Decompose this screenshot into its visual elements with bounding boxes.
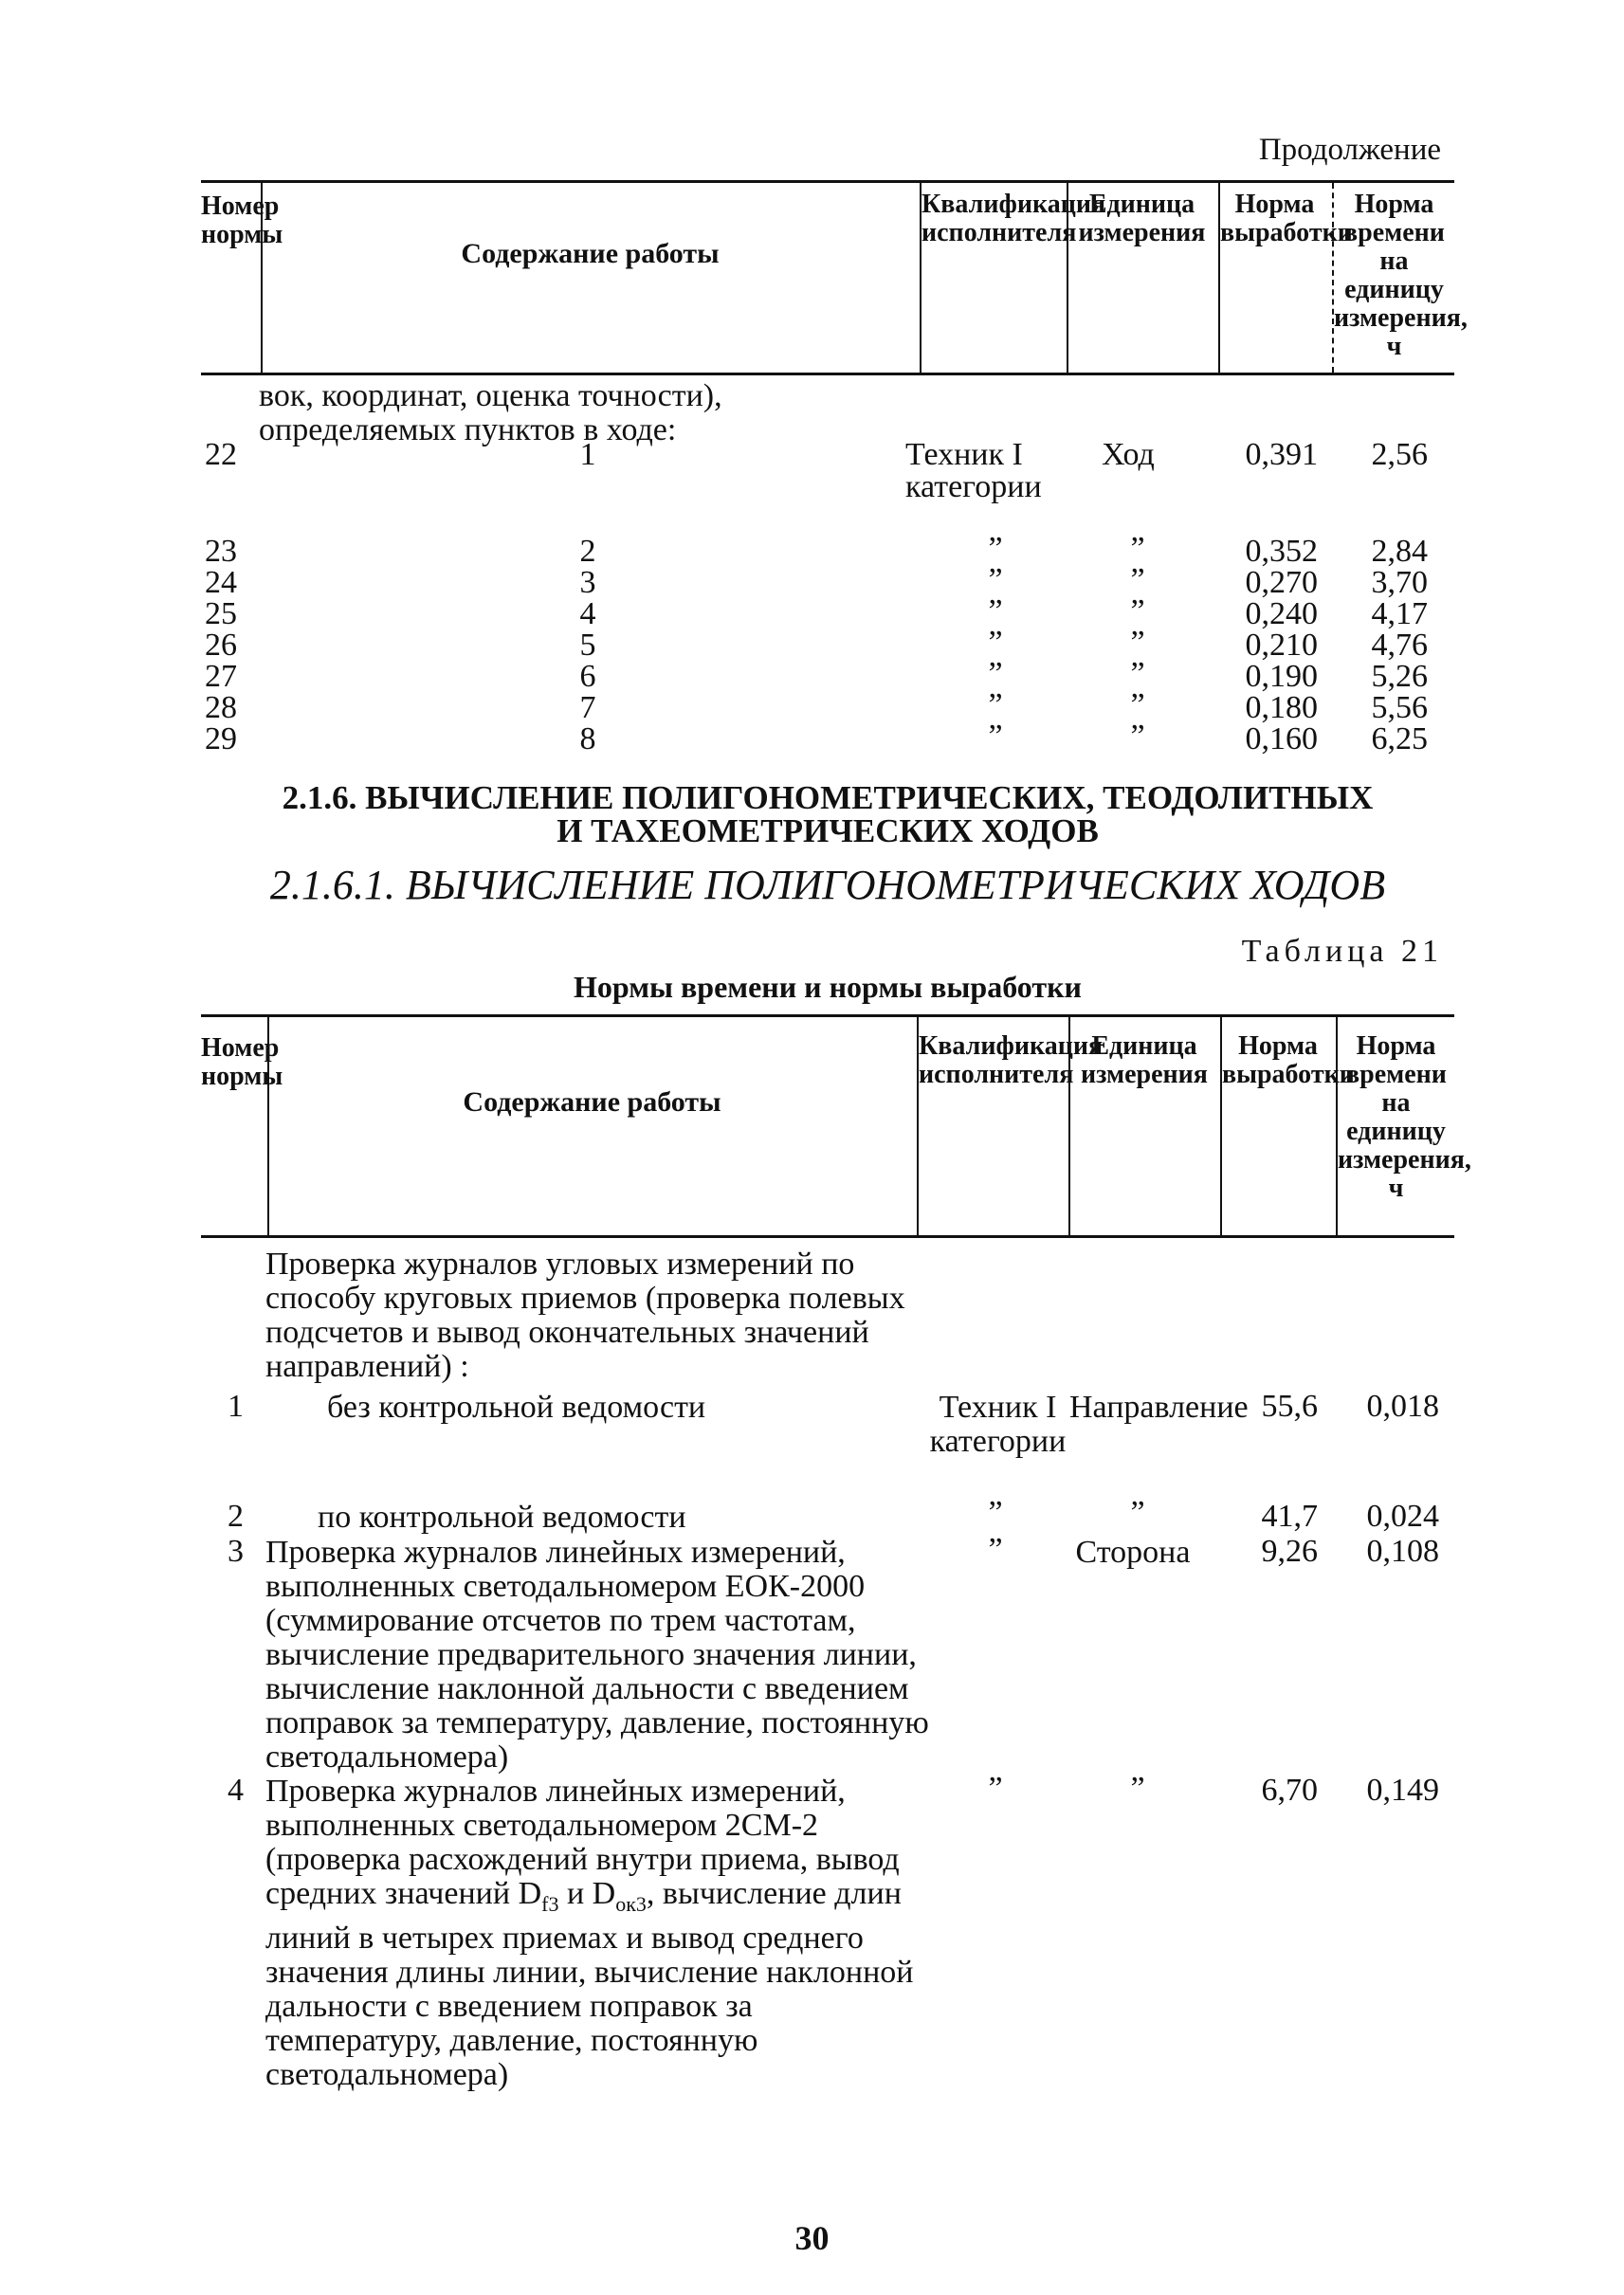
row-qualification: ” <box>988 531 1003 566</box>
row-unit: ” <box>1130 1495 1145 1530</box>
header-unit: Единица измерения <box>1081 1031 1208 1089</box>
row-time: 0,108 <box>1366 1534 1439 1569</box>
symbol-d-f3: $D_{f3}$ <box>518 1876 559 1916</box>
row-qualification: ” <box>988 1495 1003 1530</box>
row-content-part-a: Проверка журналов линейных измерений, выполненных светодальномером 2СМ-2 (проверка расхождений внутри приема, вывод средних значений <box>265 1774 900 1911</box>
bottom-table-intro: Проверка журналов угловых измерений по способу круговых приемов (проверка полевых подсчетов и вывод окончательных значений направлений) : <box>265 1247 905 1384</box>
row-content <box>265 1775 929 2092</box>
header-number: Номер нормы <box>201 191 283 249</box>
row-unit: ” <box>1130 687 1145 722</box>
row-qualification: ” <box>988 719 1003 754</box>
row-qualification: ” <box>988 593 1003 628</box>
row-time: 0,149 <box>1366 1773 1439 1808</box>
row-points: 2 <box>579 534 596 569</box>
section-title-line2: И ТАХЕОМЕТРИЧЕСКИХ ХОДОВ <box>557 812 1099 849</box>
row-number: 23 <box>205 534 237 569</box>
header-unit: Единица измерения <box>1078 190 1206 247</box>
bottom-table-header <box>201 1014 1471 1238</box>
row-points: 5 <box>579 628 596 663</box>
row-number: 1 <box>228 1389 244 1424</box>
row-output: 0,270 <box>1245 565 1318 600</box>
header-content: Содержание работы <box>461 238 720 269</box>
row-output: 55,6 <box>1261 1389 1318 1424</box>
row-number: 3 <box>228 1534 244 1569</box>
top-table-header <box>201 180 1468 375</box>
row-unit: Ход <box>1102 437 1155 472</box>
row-time: 3,70 <box>1371 565 1428 600</box>
header-qualification: Квалификация исполнителя <box>919 1031 1104 1089</box>
row-time: 2,56 <box>1371 437 1428 472</box>
row-points: 1 <box>579 437 596 472</box>
row-qualification: Техник I категории <box>929 1390 1067 1459</box>
row-unit: Сторона <box>1075 1535 1191 1570</box>
row-number: 26 <box>205 628 237 663</box>
row-time: 5,56 <box>1371 690 1428 725</box>
row-qualification: ” <box>988 656 1003 691</box>
table-label: Таблица 21 <box>1241 934 1443 969</box>
conjunction: и <box>566 1876 585 1911</box>
row-unit: ” <box>1130 1771 1145 1806</box>
row-number: 4 <box>228 1773 244 1808</box>
row-unit: Направление <box>1069 1390 1249 1425</box>
row-qualification: ” <box>988 1532 1003 1567</box>
row-content: Проверка журналов линейных измерений, выполненных светодальномером ЕОК-2000 (суммирование отсчетов по трем частотам, вычисление предварительного значения линии, вычисление наклонной дальности с введением поправок за температуру, давление, постоянную светодальномера) <box>265 1535 929 1775</box>
row-number: 27 <box>205 659 237 694</box>
row-time: 0,024 <box>1366 1499 1439 1534</box>
row-output: 0,352 <box>1245 534 1318 569</box>
section-title-line1: 2.1.6. ВЫЧИСЛЕНИЕ ПОЛИГОНОМЕТРИЧЕСКИХ, ТЕОДОЛИТНЫХ <box>282 779 1374 816</box>
section-subtitle: 2.1.6.1. ВЫЧИСЛЕНИЕ ПОЛИГОНОМЕТРИЧЕСКИХ ХОДОВ <box>269 862 1386 908</box>
row-output: 0,391 <box>1245 437 1318 472</box>
row-qualification: ” <box>988 625 1003 660</box>
header-number: Номер нормы <box>201 1033 283 1091</box>
row-output: 6,70 <box>1261 1773 1318 1808</box>
row-content: без контрольной ведомости <box>327 1390 706 1425</box>
row-qualification: ” <box>988 687 1003 722</box>
row-content-part-b: , вычисление длин линий в четырех приемах и вывод среднего значения длины линии, вычисление наклонной дальности с введением поправок за температуру, давление, постоянную светодальномера) <box>265 1876 914 2092</box>
symbol-d-ok3: $D_{ок3}$ <box>592 1876 647 1916</box>
row-unit: ” <box>1130 656 1145 691</box>
row-content: по контрольной ведомости <box>318 1500 686 1535</box>
row-number: 28 <box>205 690 237 725</box>
row-output: 0,180 <box>1245 690 1318 725</box>
header-time-norm: Норма времени на единицу измерения, ч <box>1338 1031 1471 1203</box>
row-unit: ” <box>1130 625 1145 660</box>
row-output: 0,190 <box>1245 659 1318 694</box>
header-time-norm: Норма времени на единицу измерения, ч <box>1334 190 1468 361</box>
header-output-norm: Норма выработки <box>1222 1031 1355 1089</box>
row-number: 24 <box>205 565 237 600</box>
header-output-norm: Норма выработки <box>1220 190 1353 247</box>
row-qualification: ” <box>988 562 1003 597</box>
header-qualification: Квалификация исполнителя <box>921 190 1106 247</box>
row-time: 6,25 <box>1371 721 1428 756</box>
row-qualification: ” <box>988 1771 1003 1806</box>
row-output: 0,210 <box>1245 628 1318 663</box>
row-number: 25 <box>205 596 237 631</box>
row-unit: ” <box>1130 593 1145 628</box>
row-unit: ” <box>1130 562 1145 597</box>
row-points: 3 <box>579 565 596 600</box>
row-unit: ” <box>1130 719 1145 754</box>
page-number: 30 <box>794 2219 830 2257</box>
row-number: 22 <box>205 437 237 472</box>
row-output: 9,26 <box>1261 1534 1318 1569</box>
row-time: 4,17 <box>1371 596 1428 631</box>
header-content: Содержание работы <box>463 1086 721 1118</box>
row-output: 0,160 <box>1245 721 1318 756</box>
row-time: 4,76 <box>1371 628 1428 663</box>
continuation-label: Продолжение <box>1258 133 1441 167</box>
row-time: 0,018 <box>1366 1389 1439 1424</box>
row-points: 4 <box>579 596 596 631</box>
table-caption: Нормы времени и нормы выработки <box>574 970 1082 1004</box>
row-points: 6 <box>579 659 596 694</box>
top-table-intro: вок, координат, оценка точности), определяемых пунктов в ходе: <box>259 378 722 447</box>
row-time: 2,84 <box>1371 534 1428 569</box>
row-time: 5,26 <box>1371 659 1428 694</box>
row-unit: ” <box>1130 531 1145 566</box>
row-number: 29 <box>205 721 237 756</box>
row-number: 2 <box>228 1499 244 1534</box>
row-output: 41,7 <box>1261 1499 1318 1534</box>
row-output: 0,240 <box>1245 596 1318 631</box>
row-points: 7 <box>579 690 596 725</box>
row-qualification: Техник I категории <box>905 437 1042 504</box>
row-points: 8 <box>579 721 596 756</box>
